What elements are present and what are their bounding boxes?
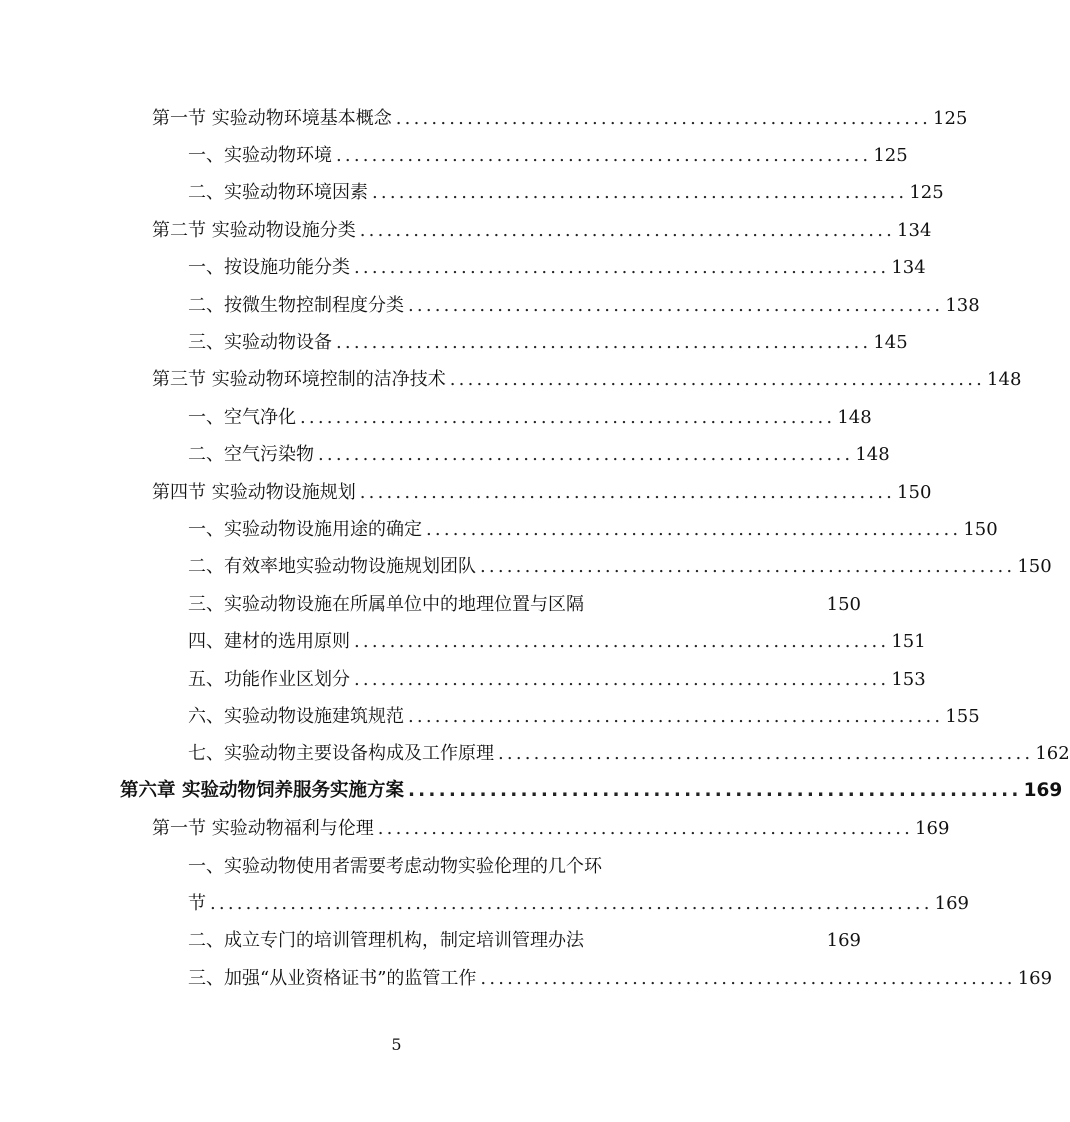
toc-entry-title: 四、建材的选用原则 xyxy=(188,631,350,653)
toc-chapter-entry[interactable] xyxy=(0,773,1063,810)
toc-entry-page: 125 xyxy=(933,107,968,129)
toc-entry[interactable] xyxy=(0,212,932,249)
dot-leader: ............................................................ xyxy=(318,444,854,466)
toc-entry[interactable] xyxy=(0,810,950,847)
toc-entry-title: 二、空气污染物 xyxy=(188,444,314,466)
toc-entry-title: 六、实验动物设施建筑规范 xyxy=(188,705,404,727)
dot-leader: ............................................................ xyxy=(480,556,1016,578)
dot-leader: ............................................................ xyxy=(300,406,836,428)
toc-entry-page: 169 xyxy=(826,930,861,952)
toc-entry[interactable] xyxy=(0,137,908,174)
toc-entry-page: 162 xyxy=(1035,743,1070,765)
toc-entry-title: 节 xyxy=(188,892,206,914)
dot-leader: ............................................................ xyxy=(408,294,944,316)
toc-entry-page: 155 xyxy=(945,705,980,727)
dot-leader: ............................................................ xyxy=(426,518,962,540)
toc-entry-title: 一、实验动物使用者需要考虑动物实验伦理的几个环 xyxy=(188,855,602,877)
toc-entry-page: 169 xyxy=(1023,780,1063,802)
toc-entry[interactable] xyxy=(0,586,861,623)
toc-entry-continuation[interactable] xyxy=(0,885,970,922)
toc-entry[interactable] xyxy=(0,399,872,436)
dot-leader: ............................................................ xyxy=(336,332,872,354)
dot-leader: ............................................................ xyxy=(449,369,986,391)
dot-leader: ............................................................ xyxy=(377,818,914,840)
page-number: 5 xyxy=(391,1035,402,1054)
toc-entry-title: 七、实验动物主要设备构成及工作原理 xyxy=(188,743,494,765)
toc-entry-title: 五、功能作业区划分 xyxy=(188,668,350,690)
toc-entry-title: 第四节 实验动物设施规划 xyxy=(152,481,356,503)
toc-entry-page: 169 xyxy=(915,818,950,840)
toc-entry-page: 150 xyxy=(1017,556,1052,578)
toc-entry-page: 125 xyxy=(873,145,908,167)
toc-entry[interactable] xyxy=(0,474,932,511)
toc-entry-title: 二、实验动物环境因素 xyxy=(188,182,368,204)
dot-leader: ............................................................ xyxy=(336,145,872,167)
toc-entry[interactable] xyxy=(0,437,890,474)
dot-leader: ............................................................ xyxy=(395,107,932,129)
toc-entry-title: 第六章 实验动物饲养服务实施方案 xyxy=(120,780,404,802)
toc-entry-page: 169 xyxy=(1017,967,1053,989)
dot-leader: ............................................................ xyxy=(359,219,896,241)
toc-entry[interactable] xyxy=(0,848,861,885)
toc-entry-title: 三、实验动物设备 xyxy=(188,332,332,354)
toc-entry-title: 第一节 实验动物福利与伦理 xyxy=(152,818,374,840)
toc-entry[interactable] xyxy=(0,661,926,698)
dot-leader: ............................................................ xyxy=(354,257,890,279)
dot-leader: ............................................................ xyxy=(480,967,1016,989)
toc-entry-page: 134 xyxy=(897,219,932,241)
toc-entry-title: 一、实验动物环境 xyxy=(188,145,332,167)
toc-entry-title: 第一节 实验动物环境基本概念 xyxy=(152,107,392,129)
toc-entry[interactable] xyxy=(0,960,1053,997)
toc-entry-title: 一、按设施功能分类 xyxy=(188,257,350,279)
toc-entry-page: 138 xyxy=(945,294,980,316)
toc-entry-title: 二、成立专门的培训管理机构，制定培训管理办法 xyxy=(188,930,584,952)
toc-entry-page: 145 xyxy=(873,332,908,354)
toc-entry-page: 148 xyxy=(855,444,890,466)
toc-entry-page: 153 xyxy=(891,668,926,690)
toc-entry-title: 三、加强“从业资格证书”的监管工作 xyxy=(188,967,477,989)
dot-leader: ................................................................................. xyxy=(210,892,933,914)
dot-leader: ............................................................ xyxy=(372,182,908,204)
toc-entry[interactable] xyxy=(0,623,926,660)
toc-entry[interactable] xyxy=(0,923,861,960)
toc-entry-title: 二、按微生物控制程度分类 xyxy=(188,294,404,316)
toc-entry[interactable] xyxy=(0,287,980,324)
toc-entry[interactable] xyxy=(0,362,1022,399)
dot-leader: ............................................................ xyxy=(354,631,890,653)
toc-entry-title: 二、有效率地实验动物设施规划团队 xyxy=(188,556,476,578)
dot-leader: ............................................................ xyxy=(498,743,1034,765)
toc-entry[interactable] xyxy=(0,511,998,548)
toc-entry-title: 第三节 实验动物环境控制的洁净技术 xyxy=(152,369,446,391)
toc-entry-page: 169 xyxy=(934,892,970,914)
toc-entry-page: 148 xyxy=(987,369,1022,391)
toc-entry-page: 125 xyxy=(909,182,944,204)
dot-leader: ............................................................ xyxy=(407,780,1022,802)
dot-leader: ............................................................ xyxy=(359,481,896,503)
toc-entry-page: 134 xyxy=(891,257,926,279)
toc-entry-title: 第二节 实验动物设施分类 xyxy=(152,219,356,241)
toc-entry-page: 148 xyxy=(837,406,872,428)
toc-entry[interactable] xyxy=(0,100,968,137)
toc-entry[interactable] xyxy=(0,549,1052,586)
toc-entry-page: 150 xyxy=(897,481,932,503)
toc-entry-title: 一、实验动物设施用途的确定 xyxy=(188,518,422,540)
toc-entry[interactable] xyxy=(0,736,1070,773)
toc-entry[interactable] xyxy=(0,175,944,212)
toc-entry[interactable] xyxy=(0,324,908,361)
dot-leader: ............................................................ xyxy=(408,705,944,727)
toc-entry-page: 150 xyxy=(963,518,998,540)
toc-entry-page: 150 xyxy=(826,593,861,615)
table-of-contents xyxy=(0,100,1070,997)
toc-entry-title: 一、空气净化 xyxy=(188,406,296,428)
toc-entry[interactable] xyxy=(0,250,926,287)
dot-leader: ............................................................ xyxy=(354,668,890,690)
toc-entry-page: 151 xyxy=(891,631,926,653)
toc-entry-title: 三、实验动物设施在所属单位中的地理位置与区隔 xyxy=(188,593,584,615)
toc-entry[interactable] xyxy=(0,698,980,735)
